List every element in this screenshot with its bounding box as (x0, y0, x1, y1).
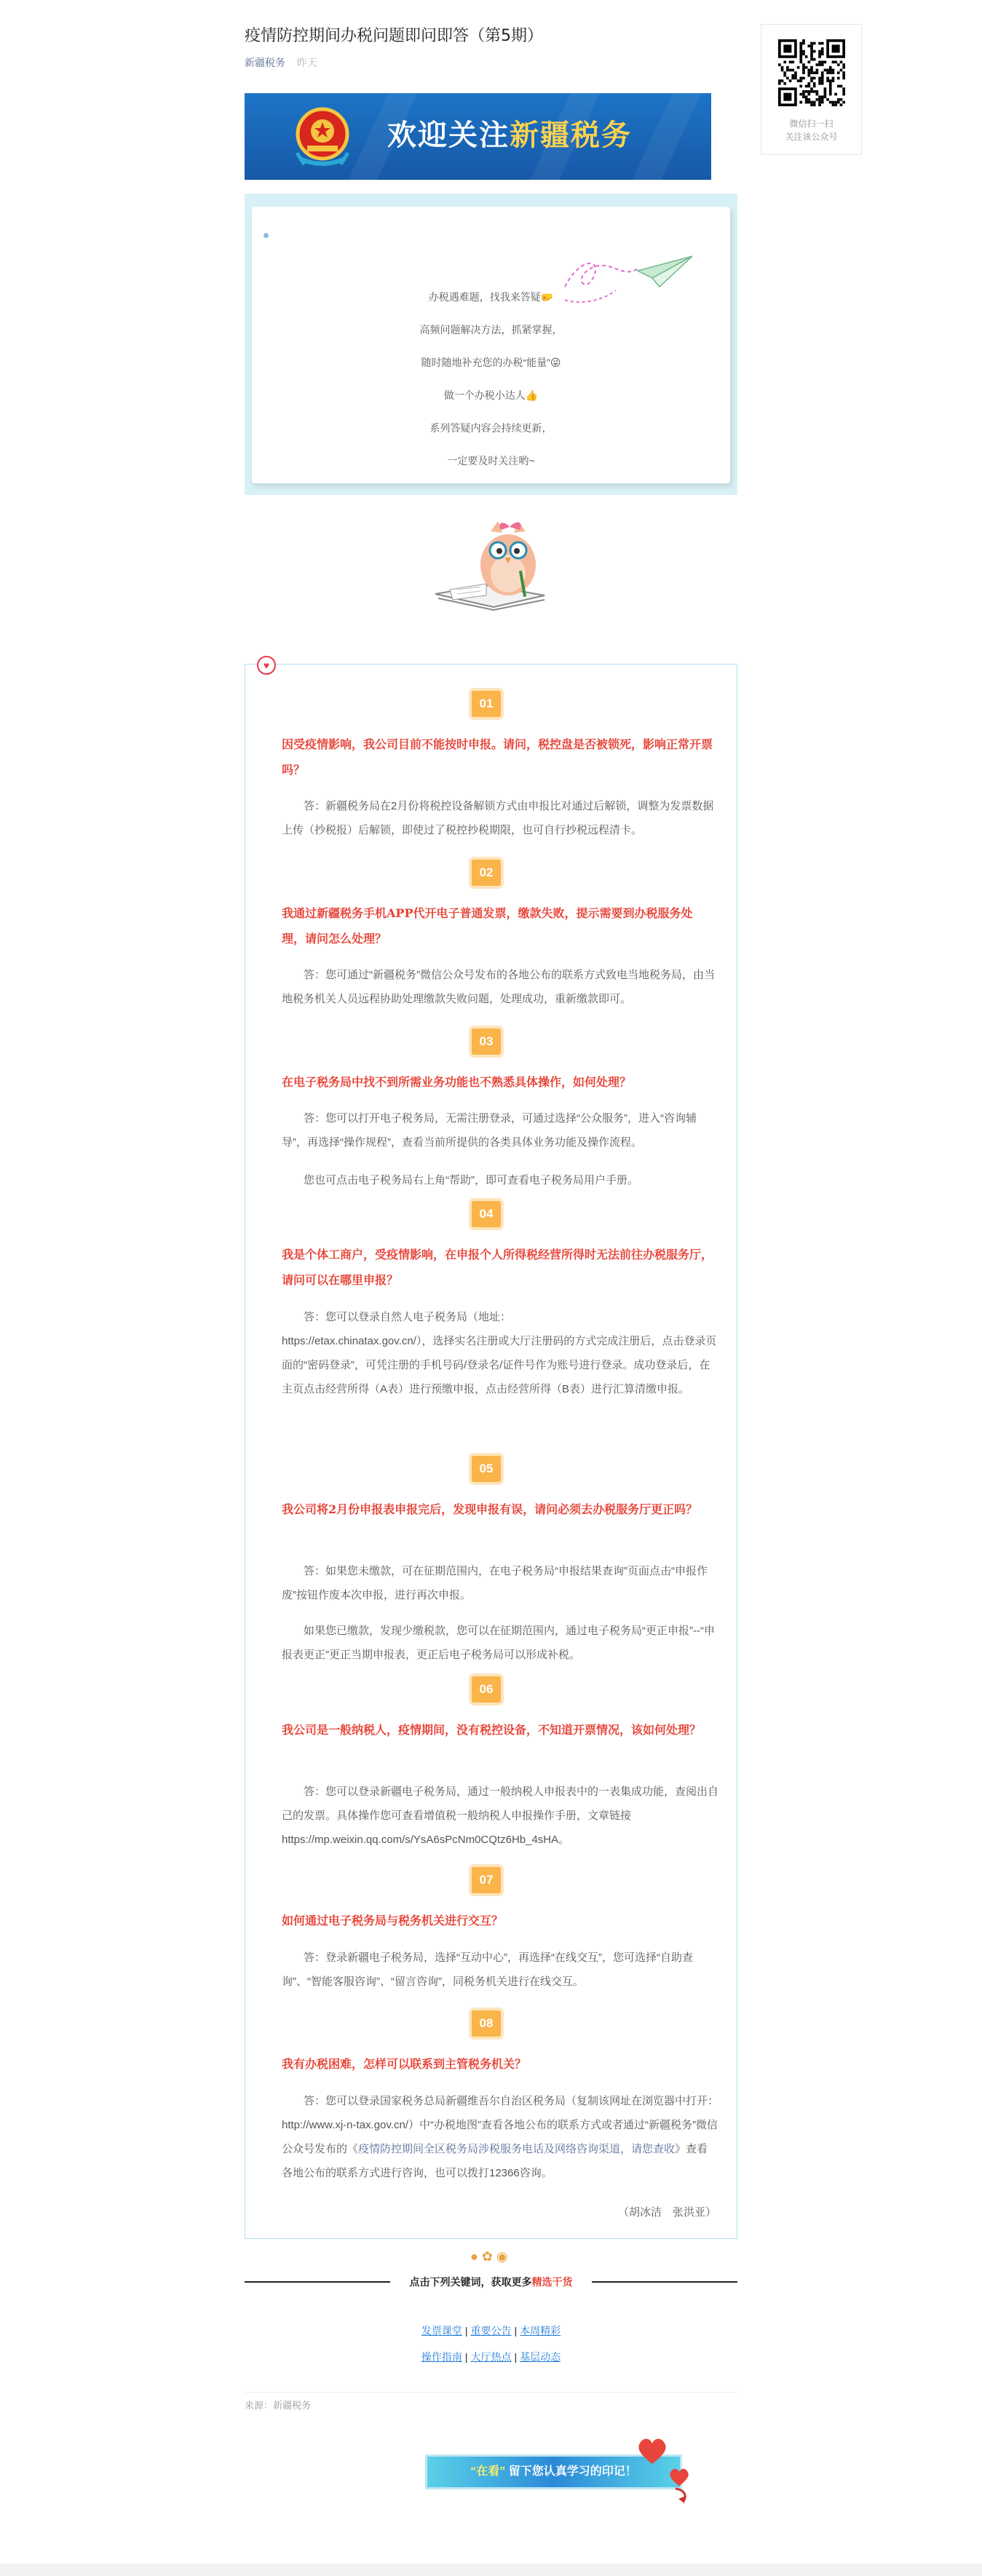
qr-code-image[interactable] (778, 39, 845, 106)
question-number-badge: 01 (472, 691, 501, 717)
question-number-badge: 07 (472, 1867, 501, 1893)
intro-line: 高频问题解决方法，抓紧掌握， (419, 324, 563, 336)
divider-decor-icons: ● ✿ ◉ (470, 2249, 508, 2264)
question-text: 我通过新疆税务手机APP代开电子普通发票，缴款失败，提示需要到办税服务处理，请问怎么处理？ (282, 906, 693, 946)
qr-caption: 微信扫一扫 关注该公众号 (785, 119, 838, 142)
account-name-link[interactable]: 新疆税务 (245, 57, 285, 68)
intro-lines (252, 281, 730, 477)
keyword-row: 操作指南 | 大厅热点 | 基层动态 (421, 2351, 561, 2363)
heart-icon: ♥ (257, 656, 276, 675)
author-signature: （胡冰洁 张洪亚） (617, 2206, 716, 2219)
qr-code-panel (761, 24, 862, 155)
keyword-row: 发票课堂 | 重要公告 | 本周精彩 (421, 2325, 561, 2337)
answer-text: https://etax.chinatax.gov.cn/），选择实名注册或大厅注册码的方式完成注册后，点击登录页面的“密码登录”，可凭注册的手机号码/登录名/证件号作为账号进行登录。成功登录后，在主页点击经营所得（A表）进行预缴申报，点击经营所得（B表）进行汇算清缴申报。 (282, 1335, 717, 1395)
keyword-link-notices[interactable]: 重要公告 (470, 2325, 512, 2337)
question-number-badge: 08 (472, 2010, 501, 2037)
question-text: 我公司是一般纳税人，疫情期间，没有税控设备，不知道开票情况，该如何处理？ (282, 1723, 702, 1737)
answer-text: 答：您可以登录国家税务总局新疆维吾尔自治区税务局（复制该网址在浏览器中打开：http://www.xj-n-tax.gov.cn/）中“办税地图”查看各地公布的联系方式或者通过“新疆税务”微信公众号发布的《疫情防控期间全区税务局涉税服务电话及网络咨询渠道，请您查收》查看各地公布的联系方式进行咨询，也可以拨打12366咨询。 (282, 2095, 719, 2179)
question-text: 因受疫情影响，我公司目前不能按时申报。请问，税控盘是否被锁死，影响正常开票吗？ (282, 737, 713, 777)
article-link[interactable]: 疫情防控期间全区税务局涉税服务电话及网络咨询渠道，请您查收 (358, 2143, 676, 2155)
question-number-badge: 04 (472, 1201, 501, 1227)
publish-date: 昨天 (296, 57, 317, 68)
heart-icon (668, 2467, 690, 2487)
intro-line: 办税遇难题，找我来答疑🤛 (428, 291, 554, 303)
question-number-badge: 06 (472, 1676, 501, 1703)
question-text: 如何通过电子税务局与税务机关进行交互？ (282, 1914, 504, 1927)
question-text: 我公司将2月份申报表申报完后，发现申报有误，请问必须去办税服务厅更正吗？ (282, 1502, 698, 1516)
question-text: 我是个体工商户，受疫情影响，在申报个人所得税经营所得时无法前往办税服务厅，请问可以在哪里申报？ (282, 1248, 713, 1287)
intro-line: 做一个办税小达人👍 (443, 389, 539, 401)
keyword-heading: 点击下列关键词，获取更多精选干货 (245, 2274, 737, 2290)
answer-text: 答：您可以登录自然人电子税务局（地址： (304, 1311, 512, 1323)
answer-text: 答：新疆税务局在2月份将税控设备解锁方式由申报比对通过后解锁，调整为发票数据上传（抄税报）后解锁，即使过了税控抄税期限，也可自行抄税远程清卡。 (282, 800, 714, 836)
welcome-banner (245, 93, 711, 180)
footer-banner (425, 2436, 702, 2505)
intro-line: 系列答疑内容会持续更新， (429, 422, 553, 434)
qa-section (245, 659, 737, 2239)
answer-link[interactable]: https://mp.weixin.qq.com/s/YsA6sPcNm0CQtz6Hb_4sHA。 (282, 1834, 570, 1846)
heart-icon (636, 2436, 668, 2465)
question-text: 在电子税务局中找不到所需业务功能也不熟悉具体操作，如何处理？ (282, 1075, 632, 1089)
answer-text: 如果您已缴款，发现少缴税款，您可以在征期范围内，通过电子税务局“更正申报”--“申报表更正”更正当期申报表，更正后电子税务局可以形成补税。 (282, 1625, 715, 1661)
answer-text: 答：您可以打开电子税务局，无需注册登录，可通过选择“公众服务”，进入“咨询辅导”，再选择“操作规程”，查看当前所提供的各类具体业务功能及操作流程。 (282, 1112, 697, 1149)
footer-bar: “在看” 留下您认真学习的印记！ (425, 2454, 682, 2489)
page-bottom-strip (0, 2564, 982, 2576)
answer-text: 答：您可以登录新疆电子税务局，通过一般纳税人申报表中的一表集成功能，查阅出自己的发票。具体操作您可查看增值税一般纳税人申报操作手册，文章链接 (282, 1786, 719, 1822)
answer-text: 答：登录新疆电子税务局，选择“互动中心”，再选择“在线交互”，您可选择“自助查询”、“智能客服咨询”、“留言咨询”，同税务机关进行在线交互。 (282, 1951, 693, 1988)
keyword-link-grassroots[interactable]: 基层动态 (520, 2351, 561, 2363)
question-number-badge: 03 (472, 1029, 501, 1055)
intro-card (252, 207, 730, 483)
question-number-badge: 05 (472, 1456, 501, 1482)
keyword-link-invoice-class[interactable]: 发票课堂 (421, 2325, 462, 2337)
answer-text: 答：如果您未缴款，可在征期范围内，在电子税务局“申报结果查询”页面点击“申报作废”按钮作废本次申报，进行再次申报。 (282, 1565, 708, 1601)
intro-line: 随时随地补充您的办税“能量”😜 (421, 357, 561, 368)
question-text: 我有办税困难，怎样可以联系到主管税务机关？ (282, 2057, 527, 2071)
welcome-text: 欢迎关注新疆税务 (387, 119, 632, 152)
tax-emblem-icon (288, 102, 357, 170)
intro-panel (245, 194, 737, 495)
article-title: 疫情防控期间办税问题即问即答（第5期） (245, 27, 543, 45)
question-number-badge: 02 (472, 860, 501, 886)
reading-owl-mascot-image (428, 514, 553, 616)
keyword-link-weekly[interactable]: 本周精彩 (520, 2325, 561, 2337)
article (245, 0, 737, 2478)
source-note: 来源：新疆税务 (245, 2392, 737, 2413)
keyword-link-hall-hot[interactable]: 大厅热点 (470, 2351, 512, 2363)
answer-text: 您也可点击电子税务局右上角“帮助”，即可查看电子税务局用户手册。 (304, 1174, 638, 1186)
intro-line: 一定要及时关注哟~ (447, 455, 535, 467)
article-meta (245, 55, 737, 70)
decor-dot (264, 233, 269, 238)
answer-text: 答：您可通过“新疆税务”微信公众号发布的各地公布的联系方式致电当地税务局，由当地税务机关人员远程协助处理缴款失败问题，处理成功，重新缴款即可。 (282, 969, 715, 1005)
arrow-icon (673, 2486, 692, 2505)
keyword-link-guide[interactable]: 操作指南 (421, 2351, 462, 2363)
